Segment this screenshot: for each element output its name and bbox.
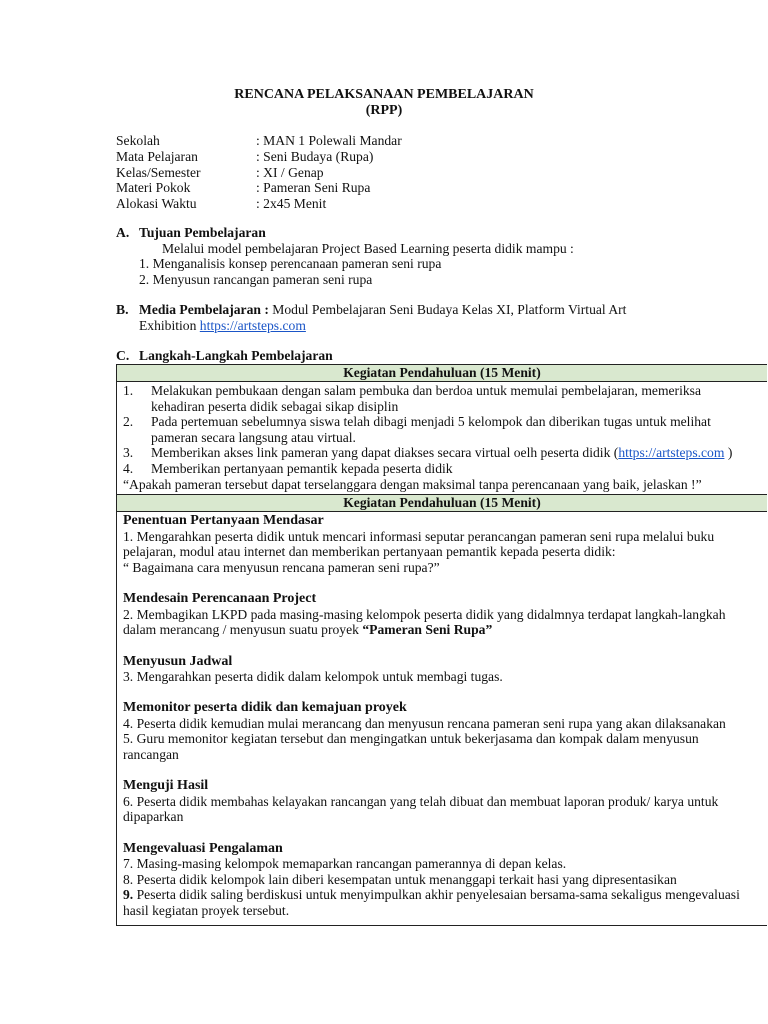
phase-line: 1. Mengarahkan peserta didik untuk mencari informasi seputar perancangan pameran seni rupa melalui buku xyxy=(123,528,715,544)
info-row-time xyxy=(116,196,402,212)
section-title: Langkah-Langkah Pembelajaran xyxy=(139,348,333,363)
info-value: : Pameran Seni Rupa xyxy=(256,180,371,196)
item-number: 4. xyxy=(123,460,134,476)
phase-line: dalam merancang / menyusun suatu proyek xyxy=(123,622,363,638)
item-number: 1. xyxy=(123,383,134,398)
learning-steps-table xyxy=(116,364,767,926)
info-row-subject xyxy=(116,149,402,165)
phase-line: 2. Membagikan LKPD pada masing-masing kelompok peserta didik yang didalmnya terdapat langkah-langkah xyxy=(123,606,726,622)
info-label: Alokasi Waktu xyxy=(116,196,197,212)
section-learning-media xyxy=(116,302,626,333)
project-name: “Pameran Seni Rupa” xyxy=(362,622,493,638)
info-row-school xyxy=(116,133,402,149)
phase-line: 5. Guru memonitor kegiatan tersebut dan mengingatkan untuk bekerjasama dan kompak dalam menyusun xyxy=(123,731,699,747)
info-row-topic xyxy=(116,180,402,196)
list-item xyxy=(123,461,763,477)
section-learning-goals xyxy=(116,225,574,287)
list-item xyxy=(123,445,763,461)
table-header-core: Kegiatan Pendahuluan (15 Menit) xyxy=(117,495,767,512)
phase-line: “ Bagaimana cara menyusun rencana pameran seni rupa?” xyxy=(123,559,440,575)
core-activities xyxy=(117,512,767,924)
phase-line: hasil kegiatan proyek tersebut. xyxy=(123,903,290,918)
section-letter: A. xyxy=(116,225,130,240)
document-title xyxy=(0,87,768,119)
item-number: 9. xyxy=(123,887,134,903)
title-line-1: RENCANA PELAKSANAAN PEMBELAJARAN xyxy=(234,87,534,102)
section-letter: C. xyxy=(116,348,130,363)
table-header-opening: Kegiatan Pendahuluan (15 Menit) xyxy=(117,365,767,382)
info-value: : Seni Budaya (Rupa) xyxy=(256,148,374,164)
phase-line: pelajaran, modul atau internet dan memberikan pertanyaan pemantik kepada peserta didik: xyxy=(123,544,616,560)
item-number: 2. xyxy=(123,414,134,430)
phase-title: Menyusun Jadwal xyxy=(123,653,233,669)
list-item xyxy=(123,383,763,414)
goal-item: 1. Menganalisis konsep perencanaan pameran seni rupa xyxy=(139,256,442,272)
artsteps-link[interactable]: https://artsteps.com xyxy=(618,445,725,461)
list-item xyxy=(123,414,763,445)
phase-title: Memonitor peserta didik dan kemajuan proyek xyxy=(123,700,407,716)
artsteps-link[interactable]: https://artsteps.com xyxy=(199,317,306,333)
opening-activities xyxy=(117,382,767,495)
identity-block xyxy=(116,133,402,212)
phase-line: dipaparkan xyxy=(123,809,184,825)
phase-block xyxy=(123,654,763,685)
section-title: Tujuan Pembelajaran xyxy=(139,225,266,240)
media-text-continued: Exhibition xyxy=(139,317,200,333)
phase-title: Penentuan Pertanyaan Mendasar xyxy=(123,513,324,529)
item-text-continued: kehadiran peserta didik sebagai sikap disiplin xyxy=(151,398,399,414)
section-learning-steps xyxy=(116,348,333,364)
title-line-2: (RPP) xyxy=(365,103,403,118)
phase-title: Mendesain Perencanaan Project xyxy=(123,591,317,607)
phase-line: 8. Peserta didik kelompok lain diberi kesempatan untuk menanggapi terkait hasi yang dipresentasikan xyxy=(123,871,677,887)
info-value: : 2x45 Menit xyxy=(256,196,327,212)
phase-block xyxy=(123,591,763,638)
item-text-continued: pameran secara langsung atau virtual. xyxy=(151,429,356,445)
phase-line: 3. Mengarahkan peserta didik dalam kelompok untuk membagi tugas. xyxy=(123,669,503,685)
item-text: Memberikan akses link pameran yang dapat diakses secara virtual oelh peserta didik ( xyxy=(151,445,619,461)
info-row-class xyxy=(116,165,402,181)
phase-title: Menguji Hasil xyxy=(123,778,209,794)
phase-block xyxy=(123,778,763,825)
item-text-end: ) xyxy=(724,445,733,461)
phase-line: Peserta didik saling berdiskusi untuk menyimpulkan akhir penyelesaian bersama-sama sekaligus mengevaluasi xyxy=(133,887,740,903)
phase-line: 4. Peserta didik kemudian mulai merancang dan menyusun rencana pameran seni rupa yang akan dilaksanakan xyxy=(123,715,726,731)
phase-line: 6. Peserta didik membahas kelayakan rancangan yang telah dibuat dan membuat laporan produk/ karya untuk xyxy=(123,793,719,809)
info-value: : XI / Genap xyxy=(256,164,324,180)
phase-title: Mengevaluasi Pengalaman xyxy=(123,840,283,856)
info-value: : MAN 1 Polewali Mandar xyxy=(256,133,402,148)
info-label: Kelas/Semester xyxy=(116,164,201,180)
phase-block xyxy=(123,841,763,919)
goal-item: 2. Menyusun rancangan pameran seni rupa xyxy=(139,271,373,287)
item-number: 3. xyxy=(123,445,134,461)
media-text: Modul Pembelajaran Seni Budaya Kelas XI, Platform Virtual Art xyxy=(268,302,627,317)
phase-line: 7. Masing-masing kelompok memaparkan rancangan pamerannya di depan kelas. xyxy=(123,856,567,872)
guiding-question: “Apakah pameran tersebut dapat terselanggara dengan maksimal tanpa perencanaan yang baik, jelaskan !” xyxy=(123,476,702,492)
section-title: Media Pembelajaran : xyxy=(139,302,269,317)
section-letter: B. xyxy=(116,302,129,317)
phase-line: rancangan xyxy=(123,747,179,763)
phase-block xyxy=(123,700,763,762)
info-label: Sekolah xyxy=(116,133,160,148)
item-text: Memberikan pertanyaan pemantik kepada peserta didik xyxy=(151,460,453,476)
section-intro: Melalui model pembelajaran Project Based Learning peserta didik mampu : xyxy=(162,240,574,256)
item-text: Pada pertemuan sebelumnya siswa telah dibagi menjadi 5 kelompok dan diberikan tugas untuk melihat xyxy=(151,414,711,430)
item-text: Melakukan pembukaan dengan salam pembuka dan berdoa untuk memulai pembelajaran, memeriksa xyxy=(151,383,701,398)
info-label: Mata Pelajaran xyxy=(116,148,198,164)
phase-block xyxy=(123,513,763,575)
info-label: Materi Pokok xyxy=(116,180,191,196)
